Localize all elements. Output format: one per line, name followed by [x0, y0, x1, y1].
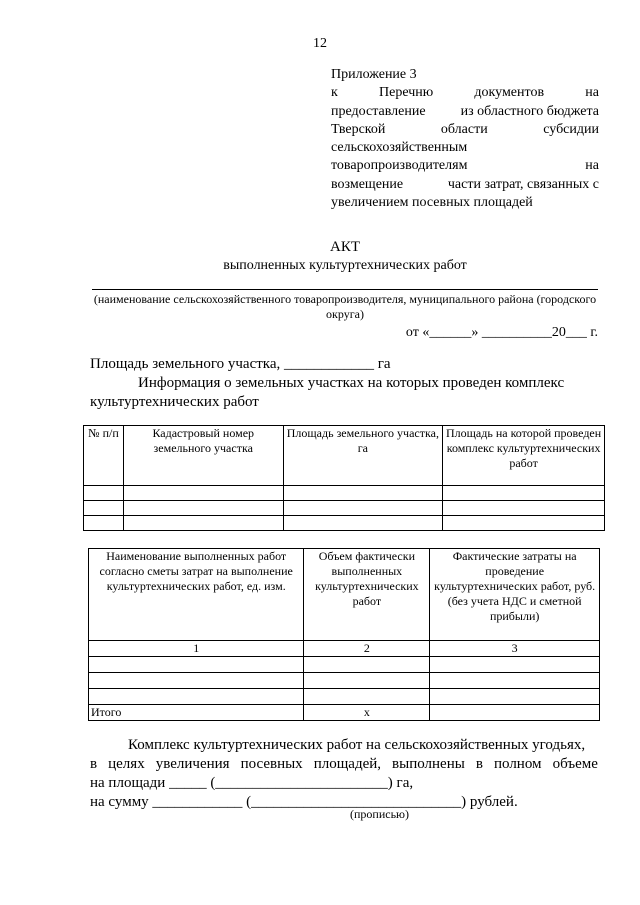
act-title: АКТ [330, 239, 360, 255]
table-row [84, 486, 605, 501]
col-header-volume: Объем фактически выполненных культуртехнических работ [304, 549, 430, 641]
table-number-row: 1 2 3 [89, 641, 600, 657]
info-text: Информация о земельных участках на которых проведен комплекс культуртехнических работ [90, 375, 565, 410]
appendix-line: возмещение части затрат, связанных с [331, 176, 599, 192]
sum-fill-line: на сумму ____________ (____________________________) рублей. [90, 794, 518, 810]
page-number: 12 [313, 36, 327, 51]
appendix-line: к Перечню документов на [331, 85, 599, 101]
area-fill-line: на площади _____ (_______________________) га, [90, 775, 414, 791]
table-total-row [89, 705, 600, 721]
table-header-row [89, 549, 600, 641]
appendix-line: товаропроизводителям на [331, 158, 599, 174]
table-row [84, 516, 605, 531]
col-header-cadastral: Кадастровый номер земельного участка [123, 426, 283, 486]
appendix-line: увеличением посевных площадей [331, 195, 533, 211]
propisyu-caption: (прописью) [350, 807, 410, 821]
appendix-title: Приложение 3 [331, 67, 417, 82]
table-row [89, 689, 600, 705]
appendix-line: предоставление из областного бюджета [331, 103, 599, 119]
conclusion-block [90, 736, 598, 812]
date-line: от «______» __________20___ г. [405, 325, 598, 340]
appendix-line: Тверской области субсидии [331, 121, 599, 137]
col-header-costs: Фактические затраты на проведение культуртехнических работ, руб. (без учета НДС и сметной прибыли) [430, 549, 600, 641]
area-line: Площадь земельного участка, ____________ га [90, 356, 391, 372]
col-header-number: № п/п [84, 426, 124, 486]
conclusion-line: в целях увеличения посевных площадей, выполнены в полном объеме [90, 756, 598, 772]
table-header-row [84, 426, 605, 486]
act-subtitle: выполненных культуртехнических работ [223, 258, 467, 273]
table-row [89, 673, 600, 689]
plots-table [83, 425, 605, 531]
total-volume-x: х [304, 705, 430, 721]
table-row [84, 501, 605, 516]
works-table [88, 548, 600, 721]
col-header-work-name: Наименование выполненных работ согласно сметы затрат на выполнение культуртехнических работ, ед. изм. [89, 549, 304, 641]
conclusion-line: Комплекс культуртехнических работ на сельскохозяйственных угодьях, [128, 737, 586, 753]
appendix-block [331, 66, 599, 212]
producer-name-line [92, 289, 598, 290]
appendix-line: сельскохозяйственным [331, 140, 468, 156]
producer-caption: (наименование сельскохозяйственного товаропроизводителя, муниципального района (городского округа) [93, 292, 597, 321]
total-label: Итого [89, 705, 304, 721]
col-header-processed-area: Площадь на которой проведен комплекс культуртехнических работ [443, 426, 605, 486]
table-row [89, 657, 600, 673]
col-header-area: Площадь земельного участка, га [283, 426, 443, 486]
